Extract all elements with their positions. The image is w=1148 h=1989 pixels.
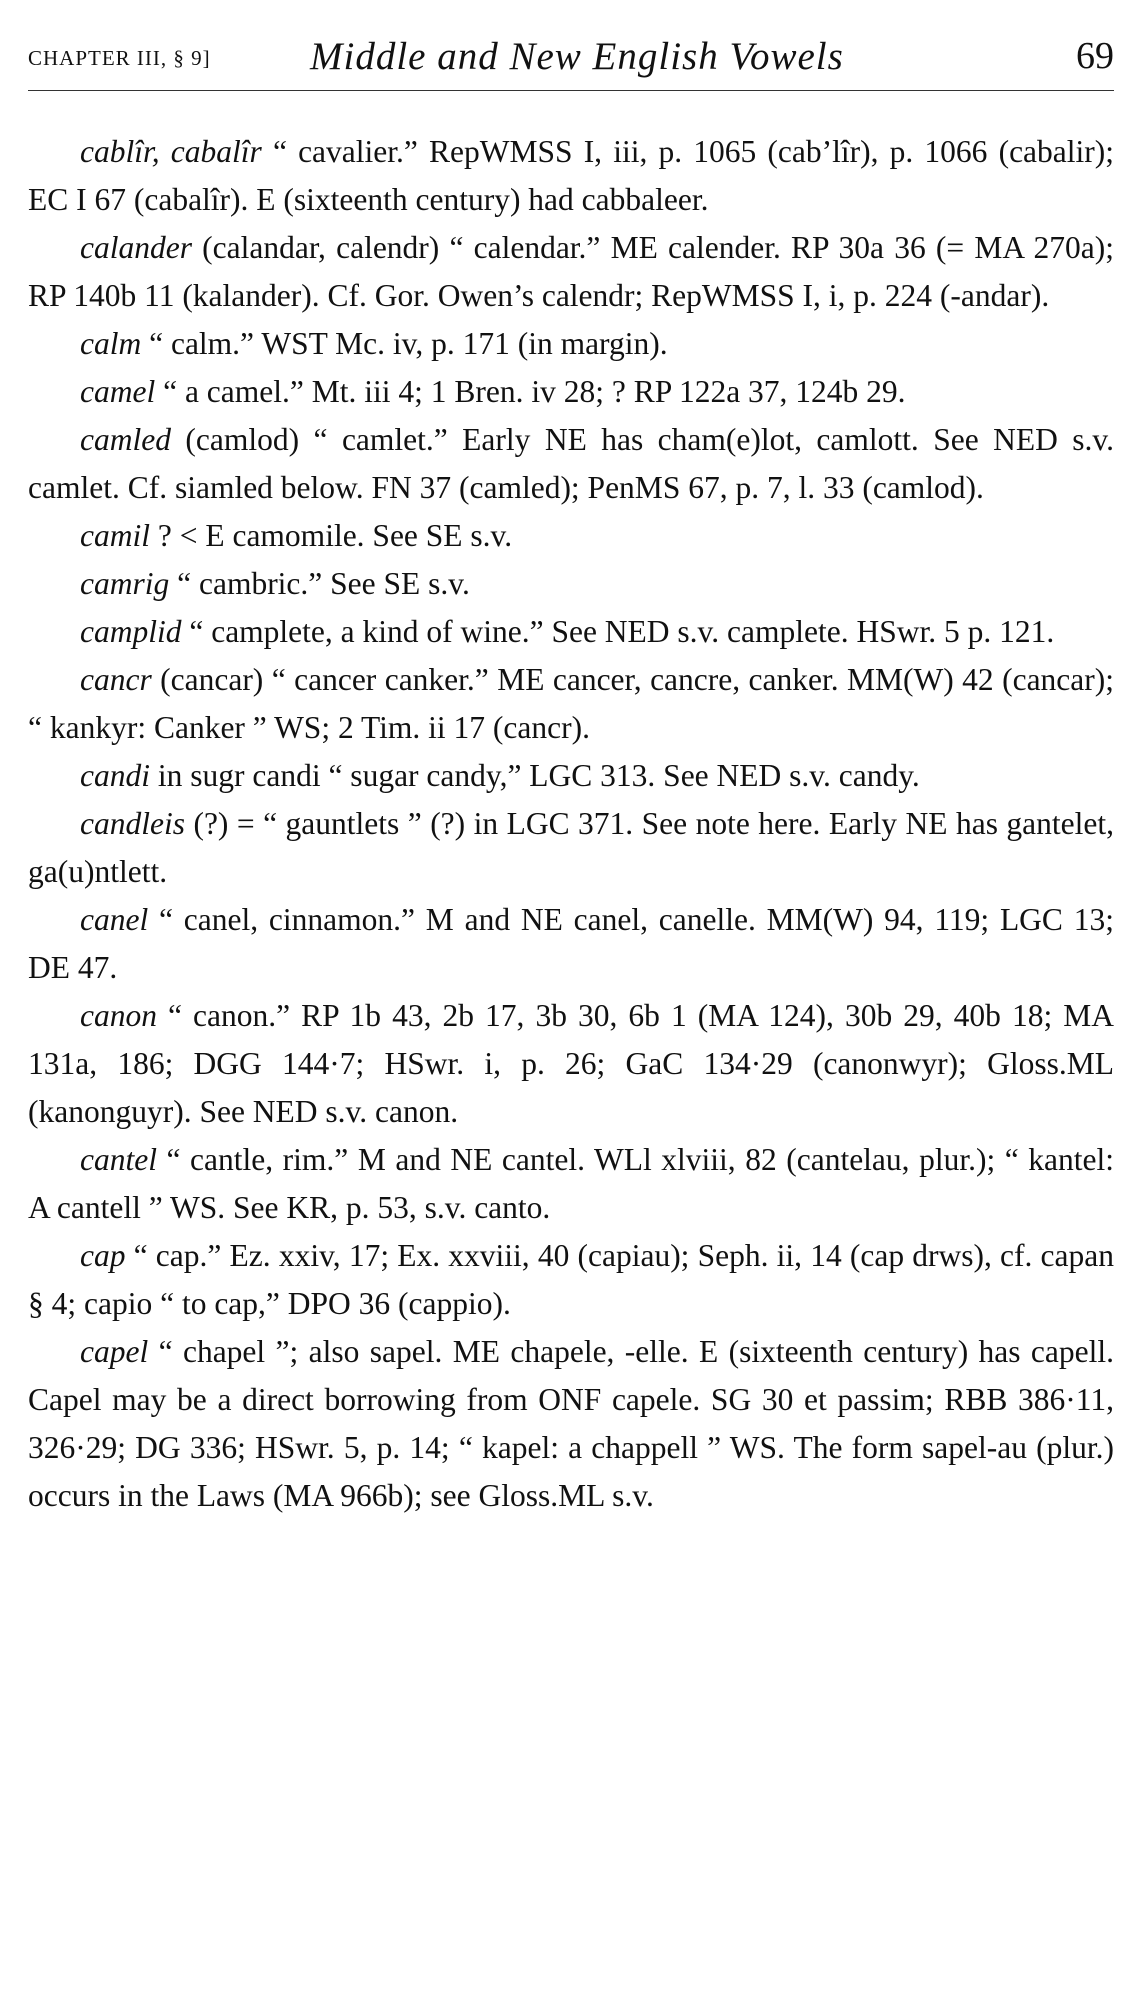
headword: calm: [80, 326, 142, 361]
headword: calander: [80, 230, 192, 265]
entry-text: “ cap.” Ez. xxiv, 17; Ex. xxviii, 40 (capiau); Seph. ii, 14 (cap drws), cf. capan § 4; capio “ to cap,” DPO 36 (cappio).: [28, 1238, 1114, 1321]
entry-camled: [28, 416, 1114, 512]
dictionary-body: [28, 128, 1114, 1520]
entry-cantel: [28, 1136, 1114, 1232]
headword: camil: [80, 518, 150, 553]
page-number: 69: [1076, 35, 1114, 77]
entry-text: (calandar, calendr) “ calendar.” ME calender. RP 30a 36 (= MA 270a); RP 140b 11 (kalander). Cf. Gor. Owen’s calendr; RepWMSS I, i, p. 224 (-andar).: [28, 230, 1114, 313]
entry-text: (camlod) “ camlet.” Early NE has cham(e)lot, camlott. See NED s.v. camlet. Cf. siamled below. FN 37 (camled); PenMS 67, p. 7, l. 33 (camlod).: [28, 422, 1114, 505]
headword: camel: [80, 374, 156, 409]
entry-cancr: [28, 656, 1114, 752]
entry-text: in sugr candi “ sugar candy,” LGC 313. See NED s.v. candy.: [149, 758, 920, 793]
headword: camled: [80, 422, 171, 457]
entry-camrig: [28, 560, 1114, 608]
entry-text: “ chapel ”; also sapel. ME chapele, -elle. E (sixteenth century) has capell. Capel may be a direct borrowing from ONF capele. SG 30 et passim; RBB 386·11, 326·29; DG 336; HSwr. 5, p. 14; “ kapel: a chappell ” WS. The form sapel-au (plur.) occurs in the Laws (MA 966b); see Gloss.ML s.v.: [28, 1334, 1114, 1513]
entry-cablir: [28, 128, 1114, 224]
headword: cantel: [80, 1142, 157, 1177]
headword: candleis: [80, 806, 185, 841]
entry-cap: [28, 1232, 1114, 1328]
entry-text: “ cambric.” See SE s.v.: [169, 566, 470, 601]
headword: cablîr, cabalîr: [80, 134, 262, 169]
headword: canon: [80, 998, 157, 1033]
entry-text: (cancar) “ cancer canker.” ME cancer, cancre, canker. MM(W) 42 (cancar); “ kankyr: Canker ” WS; 2 Tim. ii 17 (cancr).: [28, 662, 1114, 745]
headword: cancr: [80, 662, 152, 697]
headword: camplid: [80, 614, 182, 649]
entry-text: “ cantle, rim.” M and NE cantel. WLl xlviii, 82 (cantelau, plur.); “ kantel: A cantell ” WS. See KR, p. 53, s.v. canto.: [28, 1142, 1114, 1225]
entry-text: “ camplete, a kind of wine.” See NED s.v. camplete. HSwr. 5 p. 121.: [181, 614, 1055, 649]
entry-canon: [28, 992, 1114, 1136]
entry-text: ? < E camomile. See SE s.v.: [149, 518, 513, 553]
entry-camil: [28, 512, 1114, 560]
running-title: Middle and New English Vowels: [310, 35, 844, 78]
entry-text: (?) = “ gauntlets ” (?) in LGC 371. See note here. Early NE has gantelet, ga(u)ntlett.: [28, 806, 1114, 889]
entry-text: “ a camel.” Mt. iii 4; 1 Bren. iv 28; ? RP 122a 37, 124b 29.: [155, 374, 906, 409]
entry-calander: [28, 224, 1114, 320]
entry-canel: [28, 896, 1114, 992]
headword: cap: [80, 1238, 126, 1273]
entry-capel: [28, 1328, 1114, 1520]
headword: capel: [80, 1334, 149, 1369]
entry-calm: [28, 320, 1114, 368]
headword: canel: [80, 902, 149, 937]
entry-camplid: [28, 608, 1114, 656]
entry-camel: [28, 368, 1114, 416]
chapter-reference: CHAPTER III, § 9]: [28, 46, 211, 70]
headword: camrig: [80, 566, 170, 601]
entry-candleis: [28, 800, 1114, 896]
running-header: [28, 30, 1114, 91]
entry-text: “ canel, cinnamon.” M and NE canel, canelle. MM(W) 94, 119; LGC 13; DE 47.: [28, 902, 1114, 985]
headword: candi: [80, 758, 150, 793]
entry-text: “ canon.” RP 1b 43, 2b 17, 3b 30, 6b 1 (MA 124), 30b 29, 40b 18; MA 131a, 186; DGG 144·7; HSwr. i, p. 26; GaC 134·29 (canonwyr); Gloss.ML (kanonguyr). See NED s.v. canon.: [28, 998, 1114, 1129]
entry-text: “ cavalier.” RepWMSS I, iii, p. 1065 (cab’lîr), p. 1066 (cabalir); EC I 67 (cabalîr). E (sixteenth century) had cabbaleer.: [28, 134, 1114, 217]
entry-text: “ calm.” WST Mc. iv, p. 171 (in margin).: [141, 326, 668, 361]
entry-candi: [28, 752, 1114, 800]
